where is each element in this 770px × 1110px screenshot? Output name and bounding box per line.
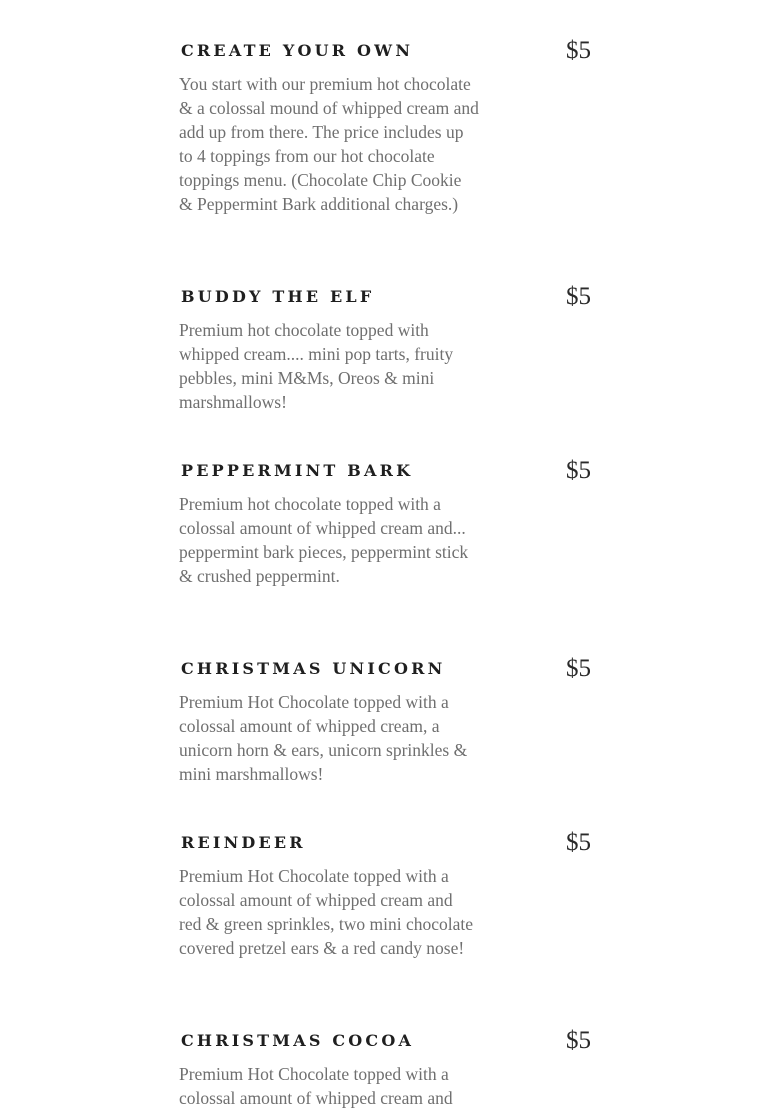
item-name: BUDDY THE ELF <box>181 287 375 306</box>
item-description: Premium Hot Chocolate topped with a colossal amount of whipped cream and red & green sprinkles, two mini chocolate covered pretzel ears & a red candy nose! <box>179 866 474 958</box>
item-price: $5 <box>566 655 591 682</box>
item-name: CREATE YOUR OWN <box>181 41 414 60</box>
item-name: CHRISTMAS COCOA <box>181 1031 415 1050</box>
item-description: Premium Hot Chocolate topped with a colossal amount of whipped cream and <box>179 1064 453 1108</box>
item-description: Premium hot chocolate topped with a colossal amount of whipped cream and... peppermint bark pieces, peppermint stick & crushed peppermint. <box>179 494 469 586</box>
item-description: Premium hot chocolate topped with whipped cream.... mini pop tarts, fruity pebbles, mini M&Ms, Oreos & mini marshmallows! <box>179 320 454 412</box>
item-price: $5 <box>566 829 591 856</box>
item-name: CHRISTMAS UNICORN <box>181 659 446 678</box>
item-price: $5 <box>566 37 591 64</box>
item-price: $5 <box>566 1027 591 1054</box>
item-description: You start with our premium hot chocolate & a colossal mound of whipped cream and add up from there. The price includes up to 4 toppings from our hot chocolate toppings menu. (Chocolate Chip Cookie & Peppermint Bark additional charges.) <box>179 74 479 214</box>
item-name: PEPPERMINT BARK <box>181 461 414 480</box>
item-description: Premium Hot Chocolate topped with a colossal amount of whipped cream, a unicorn horn & ears, unicorn sprinkles & mini marshmallows! <box>179 692 468 784</box>
item-price: $5 <box>566 457 591 484</box>
item-name: REINDEER <box>181 833 306 852</box>
item-price: $5 <box>566 283 591 310</box>
